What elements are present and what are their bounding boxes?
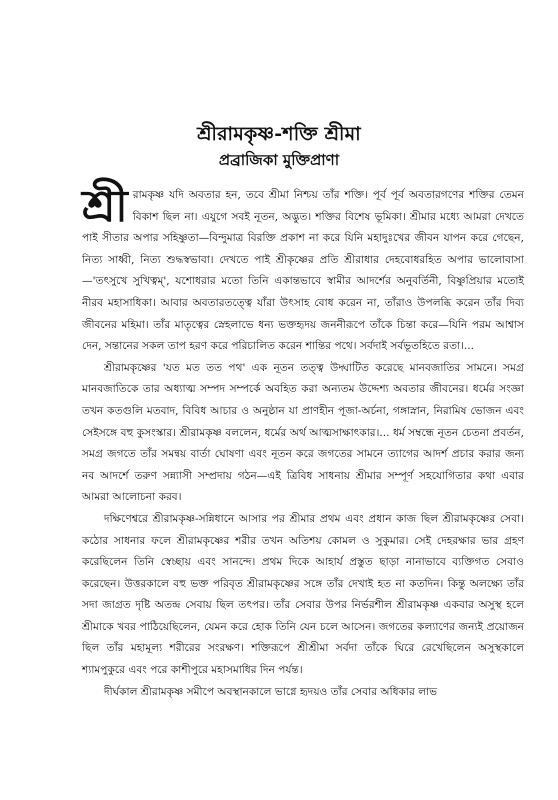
article-body [82,181,524,703]
article-title: শ্রীরামকৃষ্ণ-শক্তি শ্রীমা [197,123,361,145]
paragraph-4: দীর্ঘকাল শ্রীরামকৃষ্ণ সমীপে অবস্থানকালে ভাগ্নে হৃদয়ও তাঁর সেবার অধিকার লাভ [104,685,438,698]
article-author: প্রব্রাজিকা মুক্তিপ্রাণা [218,151,340,169]
paragraph-1 [82,181,524,358]
paragraph-2: শ্রীরামকৃষ্ণের 'যত মত তত পথ' এক নূতন তত্ত্ব উদ্ঘাটিত করেছে মানবজাতির সামনে। সমগ্র মানবজাতিকে তার অধ্যাত্ম সম্পদ সম্পর্কে অবহিত করা অন্যতম উদ্দেশ্য অবতার জীবনের। ধর্মের সংজ্ঞা তখন কতগুলি মতবাদ, বিবিধ আচার ও অনুষ্ঠান যা প্রাণহীন পূজা-অর্চনা, গঙ্গাস্নান, নিরামিষ ভোজন এবং সেইসঙ্গে বহু কুসংস্কার। শ্রীরামকৃষ্ণ বললেন, ধর্মের অর্থ আত্মসাক্ষাৎকার।... ধর্ম সম্বন্ধে নূতন চেতনা প্রবর্তন, সমগ্র জগতে তাঁর সমন্বয় বার্তা ঘোষণা এবং নূতন করে জগতের সামনে ত্যাগের আদর্শ প্রচার করার জন্য নব আদর্শে তরুণ সন্ন্যাসী সম্প্রদায় গঠন—এই ত্রিবিধ সাধনায় শ্রীমার সম্পূর্ণ সহযোগিতার কথা এবার আমরা আলোচনা করব। [82,361,524,504]
paragraph-3: দক্ষিণেশ্বরে শ্রীরামকৃষ্ণ-সন্নিধানে আসার পর শ্রীমার প্রথম এবং প্রধান কাজ ছিল শ্রীরামকৃষ্ণের সেবা। কঠোর সাধনার ফলে শ্রীরামকৃষ্ণের শরীর তখন অতিশয় কোমল ও সুকুমার। সেই দেহরক্ষার ভার গ্রহণ করেছিলেন তিনি স্বেচ্ছায় এবং সানন্দে। প্রথম দিকে আহার্য প্রস্তুত ছাড়া নানাভাবে ব্যক্তিগত সেবাও করেছেন। উত্তরকালে বহু ভক্ত পরিবৃত শ্রীরামকৃষ্ণের সঙ্গে তাঁর দেখাই হত না কতদিন। কিন্তু অলক্ষ্যে তাঁর সদা জাগ্রত দৃষ্টি অতন্দ্র সেবায় ছিল তৎপর। তাঁর সেবার উপর নির্ভরশীল শ্রীরামকৃষ্ণ একবার অসুস্থ হলে শ্রীমাকে খবর পাঠিয়েছিলেন, যেমন করে হোক তিনি যেন চলে আসেন। জগতের কল্যাণের জন্যই প্রয়োজন ছিল তাঁর মহামূল্য শরীরের সংরক্ষণ। শক্তিরূপে শ্রীশ্রীমা সর্বদা তাঁকে ঘিরে রেখেছিলেন অসুস্থকালে শ্যামপুকুরে এবং পরে কাশীপুরে মহাসমাধির দিন পর্যন্ত। [82,512,524,677]
paragraph-1-text: রামকৃষ্ণ যদি অবতার হন, তবে শ্রীমা নিশ্চয় তাঁর শক্তি। পূর্ব পূর্ব অবতারগণের শক্তির তেমন বিকাশ ছিল না। এযুগে সবই নূতন, অদ্ভুত। শক্তির বিশেষ ভূমিকা। শ্রীমার মধ্যে আমরা দেখতে পাই সীতার অপার সহিষ্ণুতা—বিন্দুমাত্র বিরক্তি প্রকাশ না করে যিনি মহাদুঃখের জীবন যাপন করে গেছেন, নিত্য সাধ্বী, নিত্য শুদ্ধস্বভাবা। দেখতে পাই শ্রীকৃষ্ণের প্রতি শ্রীরাধার দেহবোধরহিত অপার ভালোবাসা—'তৎসুখে সুখিত্বম্', যশোধরার মতো তিনি একান্তভাবে স্বামীর আদর্শের অনুবর্তিনী, বিষ্ণুপ্রিয়ার মতোই নীরব মহাসাধিকা। আবার অবতারতত্ত্বে যাঁরা উৎসাহ বোধ করেন না, তাঁরাও উপলব্ধি করেন তাঁর দিব্য জীবনের মহিমা। তাঁর মাতৃত্বের স্নেহলাভে ধন্য ভক্তহৃদয় জননীরূপে তাঁকে চিন্তা করে—যিনি পরম আশ্বাস দেন, সন্তানের সকল তাপ হরণ করে পরিচালিত করেন শান্তির পথে। সর্বদাই সর্বভূতহিতে রতা।... [82,189,524,353]
article-header [0,122,558,170]
drop-cap: শ্রী [82,181,128,232]
